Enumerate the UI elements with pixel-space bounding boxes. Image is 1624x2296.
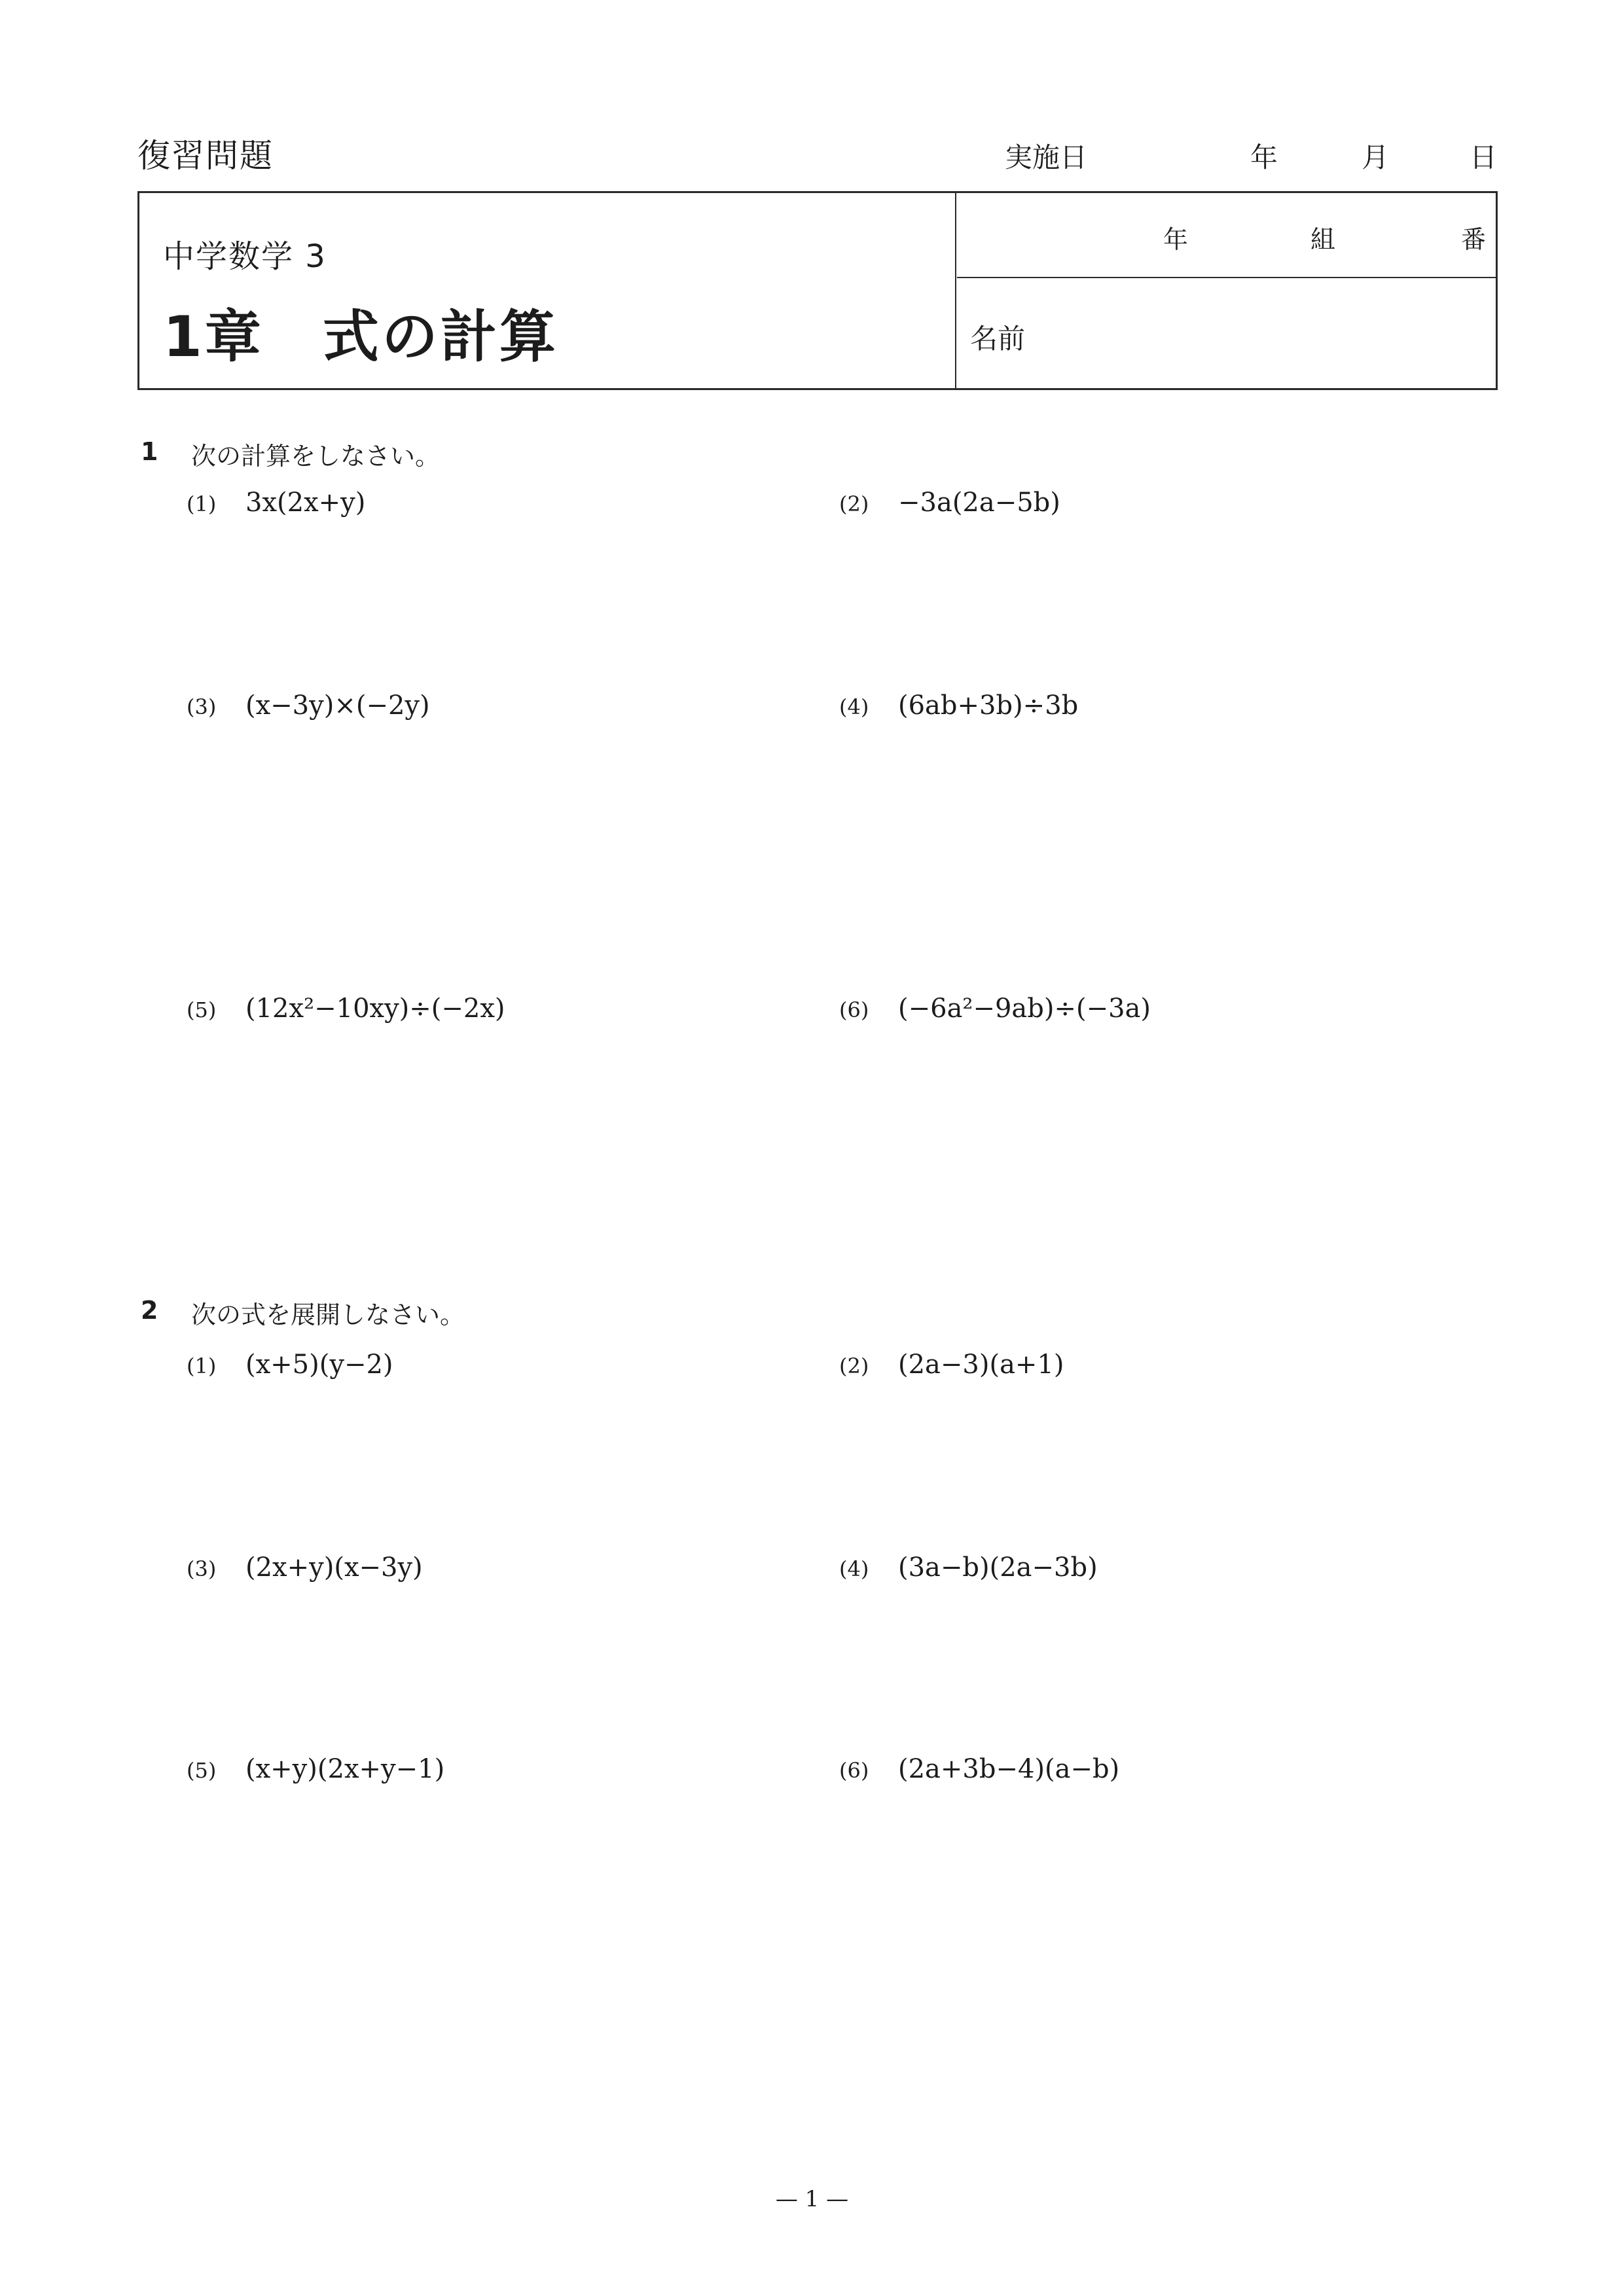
subject-title: 中学数学 3 xyxy=(163,238,327,275)
title-panel xyxy=(139,193,956,388)
problem-label: (5) xyxy=(187,997,217,1022)
problem-label: (1) xyxy=(187,1354,217,1378)
problem-2-1 xyxy=(187,1350,393,1380)
problem-expression: (2a+3b−4)(a−b) xyxy=(898,1754,1120,1784)
problem-expression: −3a(2a−5b) xyxy=(898,488,1060,518)
problem-2-5 xyxy=(187,1754,444,1784)
problem-expression: (x+y)(2x+y−1) xyxy=(245,1754,445,1784)
date-year-label: 年 xyxy=(1250,141,1278,173)
chapter-title: 1章 式の計算 xyxy=(163,304,558,370)
problem-1-3 xyxy=(187,691,430,721)
problem-2-3 xyxy=(187,1552,423,1583)
class-row[interactable] xyxy=(957,193,1496,278)
problem-expression: (x+5)(y−2) xyxy=(245,1350,393,1380)
problem-1-4 xyxy=(839,691,1078,721)
problem-label: (2) xyxy=(839,492,869,516)
class-number-label: 番 xyxy=(1461,225,1487,254)
problem-expression: (−6a²−9ab)÷(−3a) xyxy=(898,994,1151,1024)
problem-expression: 3x(2x+y) xyxy=(245,488,366,518)
problem-label: (3) xyxy=(187,694,217,719)
name-label: 名前 xyxy=(970,323,1026,355)
problem-label: (6) xyxy=(839,997,869,1022)
section-1-instruction: 次の計算をしなさい。 xyxy=(191,442,441,471)
student-info-panel xyxy=(957,193,1496,388)
class-group-label: 組 xyxy=(1310,225,1336,254)
problem-label: (6) xyxy=(839,1758,869,1783)
problem-label: (4) xyxy=(839,694,869,719)
problem-expression: (6ab+3b)÷3b xyxy=(898,691,1079,721)
date-label: 実施日 xyxy=(1005,141,1088,173)
page-number: — 1 — xyxy=(775,2186,849,2212)
header-box xyxy=(137,191,1498,390)
problem-label: (5) xyxy=(187,1758,217,1783)
problem-label: (3) xyxy=(187,1556,217,1581)
problem-1-5 xyxy=(187,994,505,1024)
problem-label: (1) xyxy=(187,492,217,516)
problem-1-1 xyxy=(187,488,365,518)
section-1-number: 1 xyxy=(141,437,158,466)
class-year-label: 年 xyxy=(1163,225,1189,254)
problem-expression: (2a−3)(a+1) xyxy=(898,1350,1064,1380)
worksheet-type-label: 復習問題 xyxy=(137,137,274,175)
problem-label: (2) xyxy=(839,1354,869,1378)
date-month-label: 月 xyxy=(1362,141,1390,173)
problem-expression: (3a−b)(2a−3b) xyxy=(898,1552,1098,1583)
problem-label: (4) xyxy=(839,1556,869,1581)
problem-expression: (2x+y)(x−3y) xyxy=(245,1552,423,1583)
problem-expression: (x−3y)×(−2y) xyxy=(245,691,430,721)
section-2-instruction: 次の式を展開しなさい。 xyxy=(191,1300,465,1329)
section-2-number: 2 xyxy=(141,1296,158,1325)
problem-2-2 xyxy=(839,1350,1064,1380)
problem-1-6 xyxy=(839,994,1151,1024)
problem-expression: (12x²−10xy)÷(−2x) xyxy=(245,994,505,1024)
problem-2-6 xyxy=(839,1754,1119,1784)
problem-2-4 xyxy=(839,1552,1098,1583)
problem-1-2 xyxy=(839,488,1060,518)
date-day-label: 日 xyxy=(1470,141,1498,173)
